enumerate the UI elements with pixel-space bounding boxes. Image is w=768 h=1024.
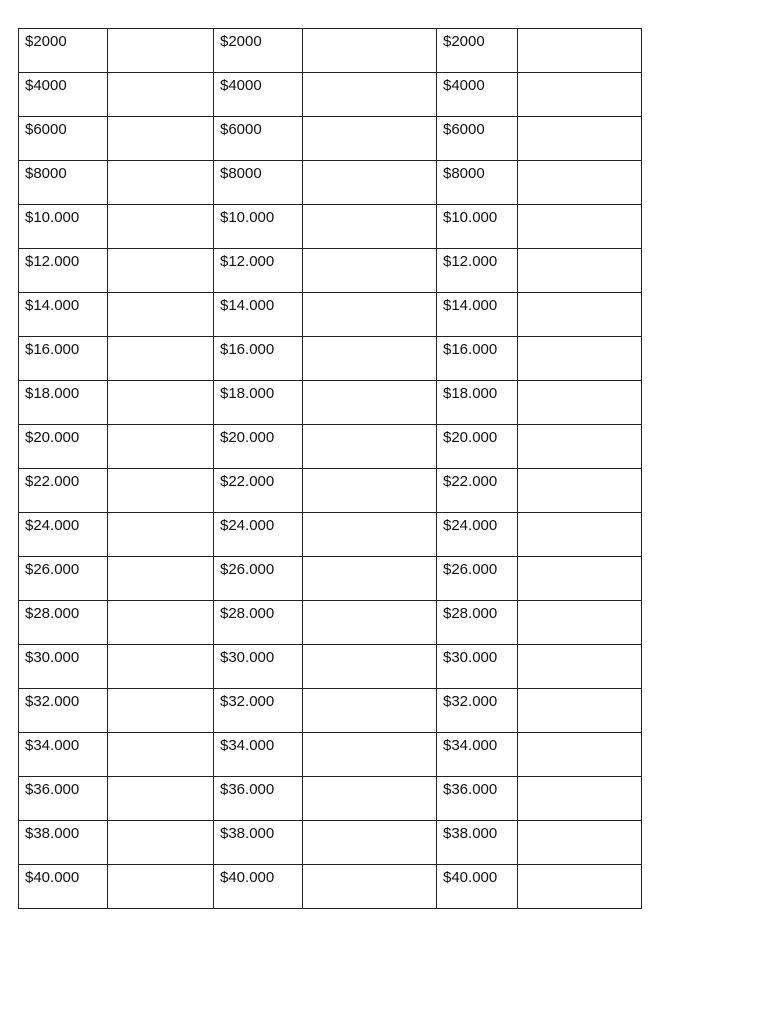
- amount-cell: $32.000: [214, 689, 303, 733]
- empty-tracker-cell: [518, 733, 642, 777]
- empty-tracker-cell: [108, 777, 214, 821]
- empty-tracker-cell: [108, 249, 214, 293]
- table-row: [19, 425, 642, 469]
- amount-cell: $36.000: [437, 777, 518, 821]
- empty-tracker-cell: [108, 73, 214, 117]
- empty-tracker-cell: [303, 337, 437, 381]
- amount-cell: $2000: [19, 29, 108, 73]
- amount-cell: $12.000: [437, 249, 518, 293]
- empty-tracker-cell: [303, 865, 437, 909]
- empty-tracker-cell: [303, 161, 437, 205]
- amount-cell: $40.000: [437, 865, 518, 909]
- savings-table-body: [19, 29, 642, 909]
- amount-cell: $34.000: [437, 733, 518, 777]
- empty-tracker-cell: [518, 689, 642, 733]
- empty-tracker-cell: [303, 73, 437, 117]
- table-row: [19, 381, 642, 425]
- amount-cell: $8000: [214, 161, 303, 205]
- empty-tracker-cell: [108, 513, 214, 557]
- empty-tracker-cell: [518, 29, 642, 73]
- amount-cell: $38.000: [437, 821, 518, 865]
- amount-cell: $2000: [437, 29, 518, 73]
- empty-tracker-cell: [518, 821, 642, 865]
- empty-tracker-cell: [518, 293, 642, 337]
- amount-cell: $24.000: [437, 513, 518, 557]
- empty-tracker-cell: [303, 777, 437, 821]
- empty-tracker-cell: [303, 293, 437, 337]
- amount-cell: $14.000: [214, 293, 303, 337]
- empty-tracker-cell: [518, 249, 642, 293]
- table-row: [19, 689, 642, 733]
- amount-cell: $22.000: [214, 469, 303, 513]
- empty-tracker-cell: [303, 425, 437, 469]
- amount-cell: $18.000: [437, 381, 518, 425]
- amount-cell: $14.000: [19, 293, 108, 337]
- amount-cell: $28.000: [214, 601, 303, 645]
- empty-tracker-cell: [518, 337, 642, 381]
- table-row: [19, 777, 642, 821]
- empty-tracker-cell: [518, 381, 642, 425]
- empty-tracker-cell: [303, 645, 437, 689]
- empty-tracker-cell: [108, 337, 214, 381]
- table-row: [19, 117, 642, 161]
- amount-cell: $24.000: [19, 513, 108, 557]
- empty-tracker-cell: [108, 865, 214, 909]
- empty-tracker-cell: [303, 381, 437, 425]
- table-row: [19, 733, 642, 777]
- amount-cell: $22.000: [437, 469, 518, 513]
- empty-tracker-cell: [303, 513, 437, 557]
- amount-cell: $28.000: [19, 601, 108, 645]
- table-row: [19, 601, 642, 645]
- amount-cell: $38.000: [19, 821, 108, 865]
- amount-cell: $30.000: [19, 645, 108, 689]
- empty-tracker-cell: [518, 425, 642, 469]
- empty-tracker-cell: [518, 205, 642, 249]
- amount-cell: $38.000: [214, 821, 303, 865]
- amount-cell: $26.000: [214, 557, 303, 601]
- empty-tracker-cell: [303, 117, 437, 161]
- amount-cell: $16.000: [437, 337, 518, 381]
- savings-table: [18, 28, 642, 909]
- table-row: [19, 469, 642, 513]
- empty-tracker-cell: [518, 117, 642, 161]
- amount-cell: $10.000: [437, 205, 518, 249]
- amount-cell: $24.000: [214, 513, 303, 557]
- amount-cell: $12.000: [19, 249, 108, 293]
- amount-cell: $40.000: [19, 865, 108, 909]
- empty-tracker-cell: [108, 689, 214, 733]
- amount-cell: $8000: [437, 161, 518, 205]
- table-row: [19, 161, 642, 205]
- table-row: [19, 205, 642, 249]
- amount-cell: $32.000: [437, 689, 518, 733]
- table-row: [19, 865, 642, 909]
- amount-cell: $12.000: [214, 249, 303, 293]
- empty-tracker-cell: [108, 821, 214, 865]
- empty-tracker-cell: [518, 73, 642, 117]
- empty-tracker-cell: [518, 865, 642, 909]
- amount-cell: $4000: [214, 73, 303, 117]
- empty-tracker-cell: [108, 293, 214, 337]
- amount-cell: $6000: [437, 117, 518, 161]
- empty-tracker-cell: [518, 469, 642, 513]
- empty-tracker-cell: [108, 381, 214, 425]
- empty-tracker-cell: [108, 469, 214, 513]
- amount-cell: $34.000: [214, 733, 303, 777]
- empty-tracker-cell: [108, 645, 214, 689]
- empty-tracker-cell: [108, 557, 214, 601]
- amount-cell: $16.000: [19, 337, 108, 381]
- empty-tracker-cell: [108, 161, 214, 205]
- empty-tracker-cell: [108, 205, 214, 249]
- amount-cell: $2000: [214, 29, 303, 73]
- empty-tracker-cell: [303, 733, 437, 777]
- empty-tracker-cell: [108, 29, 214, 73]
- amount-cell: $32.000: [19, 689, 108, 733]
- empty-tracker-cell: [518, 645, 642, 689]
- empty-tracker-cell: [303, 689, 437, 733]
- empty-tracker-cell: [303, 205, 437, 249]
- empty-tracker-cell: [518, 161, 642, 205]
- amount-cell: $36.000: [19, 777, 108, 821]
- empty-tracker-cell: [303, 29, 437, 73]
- amount-cell: $36.000: [214, 777, 303, 821]
- table-row: [19, 557, 642, 601]
- amount-cell: $18.000: [19, 381, 108, 425]
- amount-cell: $6000: [19, 117, 108, 161]
- amount-cell: $8000: [19, 161, 108, 205]
- amount-cell: $20.000: [437, 425, 518, 469]
- amount-cell: $20.000: [214, 425, 303, 469]
- amount-cell: $30.000: [437, 645, 518, 689]
- amount-cell: $4000: [19, 73, 108, 117]
- amount-cell: $10.000: [19, 205, 108, 249]
- table-row: [19, 821, 642, 865]
- amount-cell: $30.000: [214, 645, 303, 689]
- table-row: [19, 29, 642, 73]
- empty-tracker-cell: [518, 557, 642, 601]
- amount-cell: $22.000: [19, 469, 108, 513]
- amount-cell: $18.000: [214, 381, 303, 425]
- table-row: [19, 73, 642, 117]
- empty-tracker-cell: [303, 601, 437, 645]
- empty-tracker-cell: [518, 601, 642, 645]
- table-row: [19, 337, 642, 381]
- amount-cell: $16.000: [214, 337, 303, 381]
- empty-tracker-cell: [303, 557, 437, 601]
- amount-cell: $28.000: [437, 601, 518, 645]
- amount-cell: $26.000: [19, 557, 108, 601]
- table-row: [19, 645, 642, 689]
- amount-cell: $40.000: [214, 865, 303, 909]
- empty-tracker-cell: [303, 469, 437, 513]
- empty-tracker-cell: [108, 425, 214, 469]
- empty-tracker-cell: [303, 821, 437, 865]
- amount-cell: $20.000: [19, 425, 108, 469]
- amount-cell: $4000: [437, 73, 518, 117]
- amount-cell: $6000: [214, 117, 303, 161]
- empty-tracker-cell: [108, 733, 214, 777]
- empty-tracker-cell: [108, 117, 214, 161]
- empty-tracker-cell: [108, 601, 214, 645]
- amount-cell: $14.000: [437, 293, 518, 337]
- amount-cell: $26.000: [437, 557, 518, 601]
- amount-cell: $34.000: [19, 733, 108, 777]
- table-row: [19, 513, 642, 557]
- table-row: [19, 293, 642, 337]
- amount-cell: $10.000: [214, 205, 303, 249]
- empty-tracker-cell: [518, 777, 642, 821]
- empty-tracker-cell: [518, 513, 642, 557]
- table-row: [19, 249, 642, 293]
- empty-tracker-cell: [303, 249, 437, 293]
